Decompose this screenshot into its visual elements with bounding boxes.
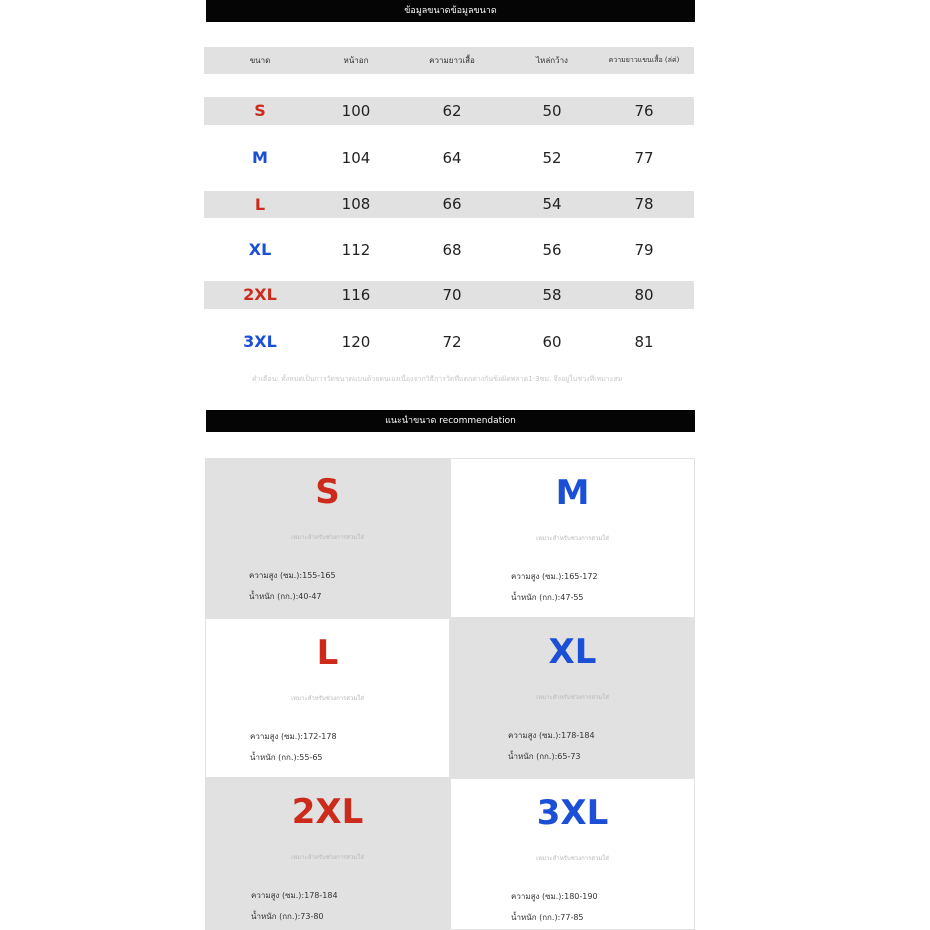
row-sleeve: 79 — [634, 241, 654, 259]
card-height-range: ความสูง (ซม.):178-184 — [251, 891, 338, 900]
card-subtitle: เหมาะสำหรับช่วงการสวมใส่ — [291, 695, 364, 702]
row-size: L — [254, 195, 266, 214]
card-weight-range: น้ำหนัก (กก.):40-47 — [249, 592, 322, 601]
row-chest: 120 — [341, 333, 371, 351]
row-shoulder: 60 — [542, 333, 562, 351]
row-length: 70 — [442, 286, 462, 304]
row-size: 2XL — [243, 285, 277, 304]
row-sleeve: 77 — [634, 149, 654, 167]
row-length: 62 — [442, 102, 462, 120]
table-row — [204, 141, 694, 175]
recommendation-card — [205, 458, 450, 618]
row-length: 66 — [442, 195, 462, 213]
card-subtitle: เหมาะสำหรับช่วงการสวมใส่ — [291, 534, 364, 541]
header-sleeve: ความยาวแขนเสื้อ (ล่ค่) — [608, 56, 680, 64]
card-weight-range: น้ำหนัก (กก.):73-80 — [251, 912, 324, 921]
row-chest: 108 — [341, 195, 371, 213]
recommendation-title-bar — [206, 410, 695, 432]
recommendation-card — [450, 778, 695, 930]
card-height-range: ความสูง (ซม.):180-190 — [511, 892, 598, 901]
recommendation-card — [450, 618, 695, 778]
card-size: L — [316, 633, 339, 673]
header-shoulder: ไหล่กว้าง — [536, 56, 568, 65]
recommendation-card — [450, 458, 695, 618]
table-header-row — [204, 47, 694, 74]
card-size: XL — [548, 632, 597, 672]
card-height-range: ความสูง (ซม.):155-165 — [249, 571, 336, 580]
card-subtitle: เหมาะสำหรับช่วงการสวมใส่ — [536, 855, 609, 862]
header-length: ความยาวเสื้อ — [429, 56, 475, 65]
row-shoulder: 54 — [542, 195, 562, 213]
recommendation-title: แนะนำขนาด recommendation — [385, 416, 516, 426]
row-length: 68 — [442, 241, 462, 259]
row-shoulder: 52 — [542, 149, 562, 167]
card-subtitle: เหมาะสำหรับช่วงการสวมใส่ — [536, 694, 609, 701]
card-size: S — [315, 472, 340, 512]
card-weight-range: น้ำหนัก (กก.):47-55 — [511, 593, 584, 602]
table-row — [204, 97, 694, 125]
row-size: S — [254, 101, 266, 120]
table-row — [204, 325, 694, 359]
row-sleeve: 78 — [634, 195, 654, 213]
card-size: 2XL — [291, 792, 364, 832]
row-chest: 104 — [341, 149, 371, 167]
size-info-title: ข้อมูลขนาดข้อมูลขนาด — [404, 6, 497, 16]
card-height-range: ความสูง (ซม.):172-178 — [250, 732, 337, 741]
row-size: XL — [248, 240, 272, 259]
recommendation-card — [205, 778, 450, 930]
row-size: 3XL — [243, 332, 277, 351]
row-chest: 100 — [341, 102, 371, 120]
row-sleeve: 81 — [634, 333, 654, 351]
row-sleeve: 80 — [634, 286, 654, 304]
row-sleeve: 76 — [634, 102, 654, 120]
card-subtitle: เหมาะสำหรับช่วงการสวมใส่ — [291, 854, 364, 861]
row-size: M — [252, 148, 268, 167]
row-shoulder: 58 — [542, 286, 562, 304]
card-height-range: ความสูง (ซม.):178-184 — [508, 731, 595, 740]
header-chest: หน้าอก — [343, 56, 369, 65]
table-row — [204, 191, 694, 218]
card-subtitle: เหมาะสำหรับช่วงการสวมใส่ — [536, 535, 609, 542]
card-height-range: ความสูง (ซม.):165-172 — [511, 572, 598, 581]
card-weight-range: น้ำหนัก (กก.):65-73 — [508, 752, 581, 761]
row-length: 64 — [442, 149, 462, 167]
card-weight-range: น้ำหนัก (กก.):77-85 — [511, 913, 584, 922]
size-info-title-bar — [206, 0, 695, 22]
row-length: 72 — [442, 333, 462, 351]
table-row — [204, 281, 694, 309]
card-size: M — [555, 473, 590, 513]
header-size: ขนาด — [249, 56, 271, 65]
card-weight-range: น้ำหนัก (กก.):55-65 — [250, 753, 323, 762]
recommendation-card — [205, 618, 450, 778]
measurement-note: คำเตือน: ทั้งหมดเป็นการวัดขนาดแบนด้วยตนเองเนื่องจากวิธีการวัดที่แตกต่างกันข้อผิดพลาด1-3ซม. จึงอยู่ในช่วงที่เหมาะสม — [252, 375, 623, 383]
row-chest: 116 — [341, 286, 371, 304]
row-chest: 112 — [341, 241, 371, 259]
card-size: 3XL — [536, 793, 609, 833]
row-shoulder: 56 — [542, 241, 562, 259]
row-shoulder: 50 — [542, 102, 562, 120]
table-row — [204, 233, 694, 267]
